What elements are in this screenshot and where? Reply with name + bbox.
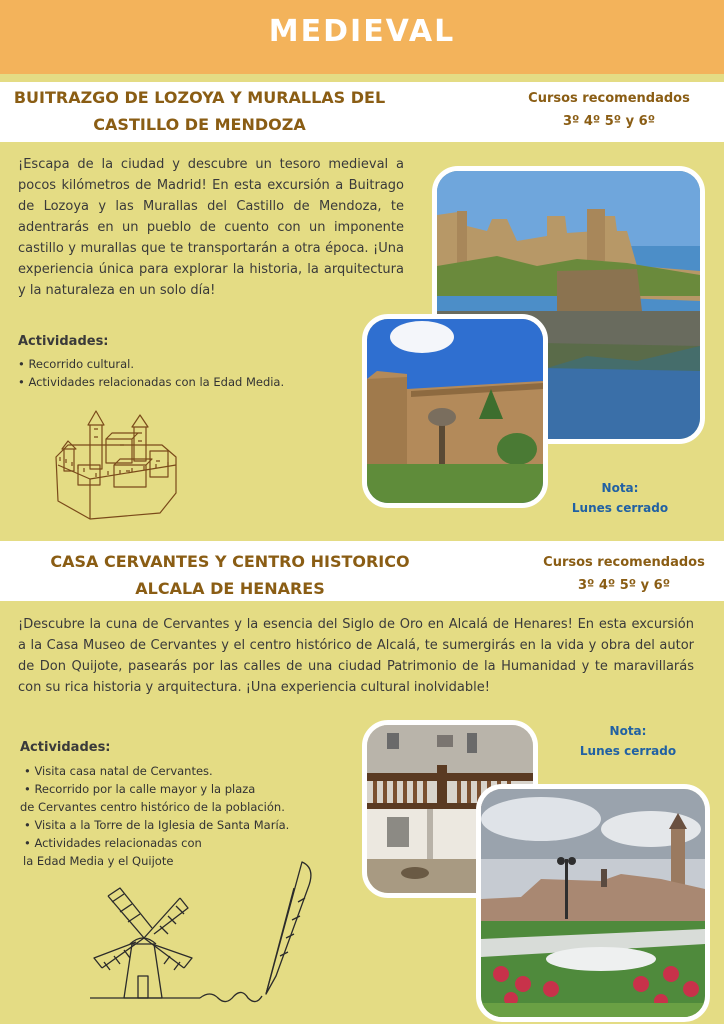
section2-description: ¡Descubre la cuna de Cervantes y la esencia del Siglo de Oro en Alcalá de Henares! En esta excursión a la Casa Museo de Cervantes y el centro histórico de Alcalá, te sumergirás en la vida y obra del autor de Don Quijote, pasearás por las calles de una ciudad Patrimonio de la Humanidad y te maravillarás con su rica historia y arquitectura. ¡Una experiencia cultural inolvidable! [18, 617, 694, 695]
top-banner [0, 0, 724, 74]
section1-description: ¡Escapa de la ciudad y descubre un tesoro medieval a pocos kilómetros de Madrid! En esta excursión a Buitrago de Lozoya y las Murallas del Castillo de Mendoza, te adentrarás en un pueblo de cuento con un imponente castillo y murallas que te transportarán a otra época. ¡Una experiencia única para explorar la historia, la arquitectura y la naturaleza en un solo día! [18, 157, 404, 298]
section1-title-line1: BUITRAZGO DE LOZOYA Y MURALLAS DEL [13, 88, 386, 107]
castle-wall-photo [362, 314, 548, 508]
section2-note-label: Nota: [609, 724, 647, 738]
section1-cursos-value: 3º 4º 5º y 6º [562, 114, 656, 129]
plaza-cervantes-photo [476, 784, 710, 1022]
list-item: • Recorrido cultural. [18, 357, 135, 371]
list-item: • Visita a la Torre de la Iglesia de Santa María. [24, 818, 290, 832]
section2-cursos-label: Cursos recomendados [543, 555, 705, 570]
section1-cursos [515, 87, 703, 133]
list-item: de Cervantes centro histórico de la población. [20, 800, 285, 814]
list-item: • Actividades relacionadas con la Edad Media. [18, 375, 285, 389]
section2-activities-heading: Actividades: [20, 740, 111, 755]
section1-title-line2: CASTILLO DE MENDOZA [93, 115, 306, 134]
section2-note [568, 721, 688, 761]
windmill-quill-sketch-icon [80, 858, 320, 1008]
section1-title [12, 84, 387, 138]
section2-activities-list [20, 762, 289, 870]
section1-cursos-label: Cursos recomendados [528, 91, 690, 106]
castle-sketch-icon [50, 405, 182, 523]
section2-title-line2: ALCALA DE HENARES [135, 579, 325, 598]
section1-note-label: Nota: [601, 481, 639, 495]
section1-activities-list [18, 355, 284, 391]
section1-activities-heading: Actividades: [18, 334, 109, 349]
list-item: • Visita casa natal de Cervantes. [24, 764, 213, 778]
list-item: • Recorrido por la calle mayor y la plaza [24, 782, 256, 796]
section2-cursos-value: 3º 4º 5º y 6º [577, 578, 671, 593]
section2-cursos [530, 551, 718, 597]
section2-title-line1: CASA CERVANTES Y CENTRO HISTORICO [50, 552, 410, 571]
list-item: la Edad Media y el Quijote [23, 854, 174, 868]
page-title: MEDIEVAL [268, 14, 456, 49]
section2-note-value: Lunes cerrado [579, 744, 677, 758]
section1-note-value: Lunes cerrado [571, 501, 669, 515]
section2-title [40, 548, 420, 602]
list-item: • Actividades relacionadas con [24, 836, 202, 850]
section1-note [560, 478, 680, 518]
